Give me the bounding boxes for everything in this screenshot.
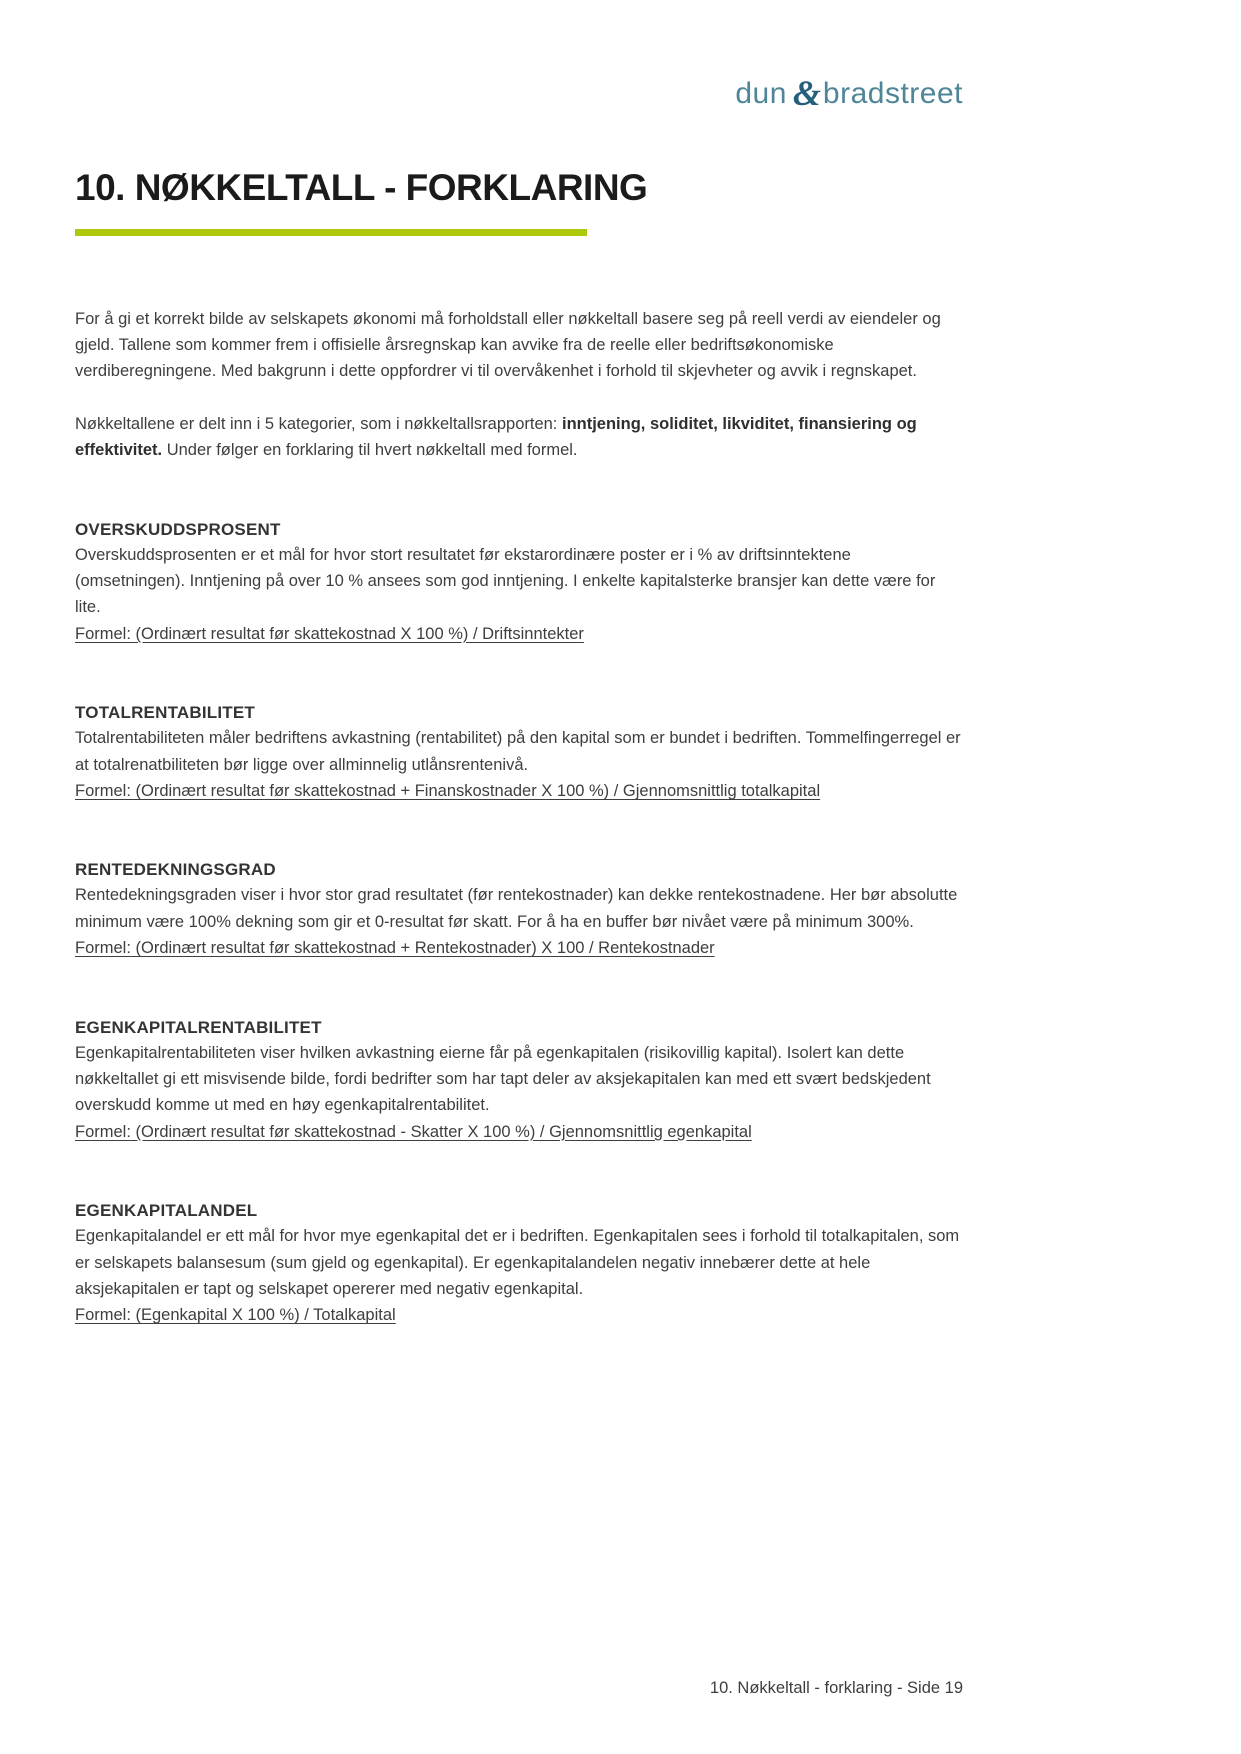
page-footer: 10. Nøkkeltall - forklaring - Side 19 [709,1679,963,1697]
section-title: EGENKAPITALRENTABILITET [75,1017,322,1037]
logo-ampersand-icon: & [792,73,821,113]
intro-paragraph-1: For å gi et korrekt bilde av selskapets økonomi må forholdstall eller nøkkeltall basere seg på reell verdi av eiendeler og gjeld. Tallene som kommer frem i offisielle årsregnskap kan avvike fra de reelle eller bedriftsøkonomiske verdiberegningene. Med bakgrunn i dette oppfordrer vi til overvåkenhet i forhold til skjevheter og avvik i regnskapet. [75,309,941,381]
section-formula: Formel: (Ordinært resultat før skattekostnad X 100 %) / Driftsinntekter [75,624,584,643]
section-title: RENTEDEKNINGSGRAD [75,860,276,880]
section-formula: Formel: (Ordinært resultat før skattekostnad + Finanskostnader X 100 %) / Gjennomsnittlig totalkapital [75,781,821,800]
page-title: 10. NØKKELTALL - FORKLARING [75,167,648,208]
section-overskuddsprosent [75,520,965,648]
section-formula: Formel: (Ordinært resultat før skattekostnad + Rentekostnader) X 100 / Rentekostnader [75,939,715,958]
section-title: TOTALRENTABILITET [75,703,255,723]
section-body: Egenkapitalandel er ett mål for hvor mye egenkapital det er i bedriften. Egenkapitalen sees i forhold til totalkapitalen, som er selskapets balansesum (sum gjeld og egenkapital). Er egenkapitalandelen negativ innebærer dette at hele aksjekapitalen er tapt og selskapet opererer med negativ egenkapital. [75,1227,960,1298]
section-body: Totalrentabiliteten måler bedriftens avkastning (rentabilitet) på den kapital som er bundet i bedriften. Tommelfingerregel er at totalrenatbiliteten bør ligge over allminnelig utlånsrentenivå. [75,729,961,774]
title-accent-bar [75,229,587,236]
section-body: Egenkapitalrentabiliteten viser hvilken avkastning eierne får på egenkapitalen (risikovillig kapital). Isolert kan dette nøkkeltallet gi ett misvisende bilde, fordi bedrifter som har tapt deler av aksjekapitalen kan med ett svært bedskjedent overskudd komme ut med en høy egenkapitalrentabilitet. [75,1043,931,1115]
intro-paragraph-2-categories: inntjening, soliditet, likviditet, finansiering og effektivitet. [75,414,917,460]
section-title: EGENKAPITALANDEL [75,1201,258,1221]
logo-word-dun: dun [735,77,787,110]
intro-paragraph-2-text: Nøkkeltallene er delt inn i 5 kategorier, som i nøkkeltallsrapporten: [75,414,562,433]
intro-paragraph-2 [75,411,965,464]
document-content [75,0,965,1329]
section-formula: Formel: (Egenkapital X 100 %) / Totalkapital [75,1306,396,1325]
section-egenkapitalandel [75,1201,965,1329]
section-body: Overskuddsprosenten er et mål for hvor stort resultatet før ekstarordinære poster er i % av driftsinntektene (omsetningen). Inntjening på over 10 % ansees som god inntjening. I enkelte kapitalsterke bransjer kan dette være for lite. [75,545,936,617]
logo-word-bradstreet: bradstreet [822,77,963,110]
section-title: OVERSKUDDSPROSENT [75,519,281,539]
section-rentedekningsgrad [75,860,965,961]
section-body: Rentedekningsgraden viser i hvor stor grad resultatet (før rentekostnader) kan dekke rentekostnadene. Her bør absolutte minimum være 100% dekning som gir et 0-resultat før skatt. For å ha en buffer bør nivået være på minimum 300%. [75,886,958,931]
section-egenkapitalrentabilitet [75,1018,965,1146]
section-formula: Formel: (Ordinært resultat før skattekostnad - Skatter X 100 %) / Gjennomsnittlig egenkapital [75,1122,752,1141]
section-totalrentabilitet [75,703,965,804]
intro-paragraph-2-tail: Under følger en forklaring til hvert nøkkeltall med formel. [162,441,578,460]
